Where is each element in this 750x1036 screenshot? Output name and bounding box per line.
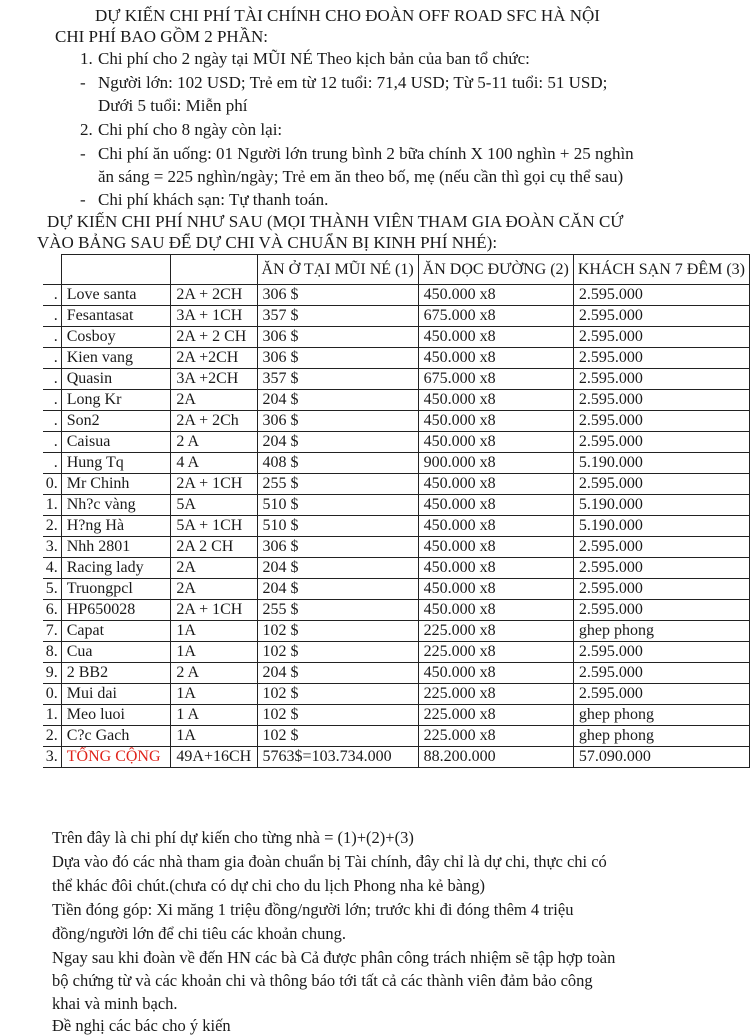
footer-line: Đề nghị các bác cho ý kiến: [52, 1016, 231, 1035]
member-name: H?ng Hà: [61, 516, 171, 537]
road-cost: 450.000 x8: [418, 474, 573, 495]
row-index: 8.: [43, 642, 61, 663]
table-row: [43, 411, 750, 432]
member-people: 2A: [171, 579, 257, 600]
member-people: 2A: [171, 390, 257, 411]
road-cost: 450.000 x8: [418, 663, 573, 684]
stay-cost: 204 $: [257, 558, 418, 579]
footer-line: đồng/người lớn để chi tiêu các khoản chung.: [52, 924, 346, 943]
row-index: 3.: [43, 537, 61, 558]
member-name: HP650028: [61, 600, 171, 621]
member-people: 2A + 1CH: [171, 600, 257, 621]
header-cell: [61, 255, 171, 285]
hotel-cost: 2.595.000: [573, 432, 749, 453]
header-cell: [43, 255, 61, 285]
document-title: DỰ KIẾN CHI PHÍ TÀI CHÍNH CHO ĐOÀN OFF ROAD SFC HÀ NỘI: [95, 6, 600, 25]
section-2-bullet-1-line-2: ăn sáng = 225 nghìn/ngày; Trẻ em ăn theo bố, mẹ (nếu cần thì gọi cụ thể sau): [98, 167, 624, 186]
table-total-row: [43, 747, 750, 768]
road-cost: 225.000 x8: [418, 726, 573, 747]
table-row: [43, 726, 750, 747]
row-index: 7.: [43, 621, 61, 642]
stay-cost: 357 $: [257, 306, 418, 327]
section-2-number: 2.: [80, 120, 93, 139]
table-header-row: [43, 255, 750, 285]
bullet-dash: -: [80, 144, 86, 163]
stay-cost: 306 $: [257, 285, 418, 306]
stay-cost: 357 $: [257, 369, 418, 390]
section-1-number: 1.: [80, 49, 93, 68]
stay-cost: 306 $: [257, 537, 418, 558]
road-cost: 450.000 x8: [418, 327, 573, 348]
road-cost: 450.000 x8: [418, 411, 573, 432]
member-people: 2A + 2 CH: [171, 327, 257, 348]
stay-cost: 408 $: [257, 453, 418, 474]
total-stay-cost: 5763$=103.734.000: [257, 747, 418, 768]
member-people: 1A: [171, 726, 257, 747]
stay-cost: 204 $: [257, 579, 418, 600]
stay-cost: 255 $: [257, 474, 418, 495]
road-cost: 450.000 x8: [418, 495, 573, 516]
row-index: 0.: [43, 684, 61, 705]
member-name: Cosboy: [61, 327, 171, 348]
member-name: Caisua: [61, 432, 171, 453]
member-people: 2A +2CH: [171, 348, 257, 369]
hotel-cost: 2.595.000: [573, 537, 749, 558]
hotel-cost: ghep phong: [573, 726, 749, 747]
footer-line: khai và minh bạch.: [52, 994, 178, 1013]
header-cell-road-meals: ĂN DỌC ĐƯỜNG (2): [418, 255, 573, 285]
road-cost: 900.000 x8: [418, 453, 573, 474]
stay-cost: 102 $: [257, 621, 418, 642]
hotel-cost: 2.595.000: [573, 663, 749, 684]
member-people: 2A + 2CH: [171, 285, 257, 306]
document-subtitle: CHI PHÍ BAO GỒM 2 PHẦN:: [55, 27, 268, 46]
footer-line: thể khác đôi chút.(chưa có dự chi cho du lịch Phong nha kẻ bàng): [52, 876, 486, 895]
road-cost: 450.000 x8: [418, 285, 573, 306]
member-people: 1A: [171, 621, 257, 642]
hotel-cost: 2.595.000: [573, 474, 749, 495]
stay-cost: 102 $: [257, 684, 418, 705]
member-people: 5A: [171, 495, 257, 516]
table-row: [43, 285, 750, 306]
member-name: Son2: [61, 411, 171, 432]
hotel-cost: 2.595.000: [573, 390, 749, 411]
row-index: 6.: [43, 600, 61, 621]
hotel-cost: 2.595.000: [573, 411, 749, 432]
row-index: .: [43, 390, 61, 411]
member-people: 1A: [171, 684, 257, 705]
road-cost: 450.000 x8: [418, 348, 573, 369]
road-cost: 225.000 x8: [418, 621, 573, 642]
row-index: 3.: [43, 747, 61, 768]
header-cell-hotel: KHÁCH SẠN 7 ĐÊM (3): [573, 255, 749, 285]
member-people: 2 A: [171, 663, 257, 684]
hotel-cost: 5.190.000: [573, 516, 749, 537]
member-name: 2 BB2: [61, 663, 171, 684]
member-name: Capat: [61, 621, 171, 642]
row-index: 2.: [43, 516, 61, 537]
row-index: 4.: [43, 558, 61, 579]
member-people: 5A + 1CH: [171, 516, 257, 537]
total-label: TỔNG CỘNG: [61, 747, 171, 768]
member-name: Mui dai: [61, 684, 171, 705]
hotel-cost: 5.190.000: [573, 453, 749, 474]
member-people: 2A + 1CH: [171, 474, 257, 495]
hotel-cost: ghep phong: [573, 705, 749, 726]
table-row: [43, 495, 750, 516]
stay-cost: 204 $: [257, 432, 418, 453]
road-cost: 450.000 x8: [418, 537, 573, 558]
member-people: 2A: [171, 558, 257, 579]
table-row: [43, 327, 750, 348]
table-row: [43, 537, 750, 558]
hotel-cost: 2.595.000: [573, 579, 749, 600]
member-people: 3A +2CH: [171, 369, 257, 390]
table-row: [43, 663, 750, 684]
row-index: .: [43, 369, 61, 390]
table-row: [43, 306, 750, 327]
row-index: 0.: [43, 474, 61, 495]
hotel-cost: 2.595.000: [573, 642, 749, 663]
table-row: [43, 390, 750, 411]
section-1-bullet-line-2: Dưới 5 tuổi: Miễn phí: [98, 96, 248, 115]
member-people: 1A: [171, 642, 257, 663]
bullet-dash: -: [80, 73, 86, 92]
total-people: 49A+16CH: [171, 747, 257, 768]
table-row: [43, 369, 750, 390]
stay-cost: 255 $: [257, 600, 418, 621]
row-index: .: [43, 453, 61, 474]
estimate-heading-line-1: DỰ KIẾN CHI PHÍ NHƯ SAU (MỌI THÀNH VIÊN THAM GIA ĐOÀN CĂN CỨ: [47, 212, 624, 231]
hotel-cost: 2.595.000: [573, 285, 749, 306]
road-cost: 450.000 x8: [418, 579, 573, 600]
row-index: .: [43, 327, 61, 348]
member-name: Quasin: [61, 369, 171, 390]
member-name: Mr Chinh: [61, 474, 171, 495]
header-cell: [171, 255, 257, 285]
row-index: .: [43, 432, 61, 453]
total-hotel-cost: 57.090.000: [573, 747, 749, 768]
member-people: 1 A: [171, 705, 257, 726]
road-cost: 675.000 x8: [418, 369, 573, 390]
footer-line: Dựa vào đó các nhà tham gia đoàn chuẩn bị Tài chính, đây chỉ là dự chi, thực chi có: [52, 852, 607, 871]
member-people: 2A 2 CH: [171, 537, 257, 558]
stay-cost: 306 $: [257, 327, 418, 348]
road-cost: 225.000 x8: [418, 642, 573, 663]
road-cost: 450.000 x8: [418, 390, 573, 411]
table-row: [43, 453, 750, 474]
row-index: .: [43, 411, 61, 432]
table-row: [43, 642, 750, 663]
member-people: 3A + 1CH: [171, 306, 257, 327]
footer-line: Ngay sau khi đoàn về đến HN các bà Cả được phân công trách nhiệm sẽ tập hợp toàn: [52, 948, 616, 967]
road-cost: 450.000 x8: [418, 558, 573, 579]
stay-cost: 306 $: [257, 411, 418, 432]
stay-cost: 306 $: [257, 348, 418, 369]
cost-table: [43, 254, 750, 768]
stay-cost: 204 $: [257, 390, 418, 411]
stay-cost: 102 $: [257, 726, 418, 747]
stay-cost: 102 $: [257, 705, 418, 726]
member-name: Truongpcl: [61, 579, 171, 600]
footer-line: Tiền đóng góp: Xi măng 1 triệu đồng/người lớn; trước khi đi đóng thêm 4 triệu: [52, 900, 574, 919]
member-people: 2A + 2Ch: [171, 411, 257, 432]
estimate-heading-line-2: VÀO BẢNG SAU ĐỂ DỰ CHI VÀ CHUẨN BỊ KINH PHÍ NHÉ):: [37, 233, 498, 252]
table-row: [43, 600, 750, 621]
table-row: [43, 684, 750, 705]
section-2-bullet-2: Chi phí khách sạn: Tự thanh toán.: [98, 190, 329, 209]
row-index: 2.: [43, 726, 61, 747]
row-index: 5.: [43, 579, 61, 600]
member-name: Nh?c vàng: [61, 495, 171, 516]
road-cost: 450.000 x8: [418, 516, 573, 537]
member-name: Fesantasat: [61, 306, 171, 327]
table-row: [43, 705, 750, 726]
member-name: Long Kr: [61, 390, 171, 411]
stay-cost: 204 $: [257, 663, 418, 684]
hotel-cost: 2.595.000: [573, 684, 749, 705]
bullet-dash: -: [80, 190, 86, 209]
section-2-bullet-1-line-1: Chi phí ăn uống: 01 Người lớn trung bình 2 bữa chính X 100 nghìn + 25 nghìn: [98, 144, 634, 163]
road-cost: 225.000 x8: [418, 684, 573, 705]
member-name: Hung Tq: [61, 453, 171, 474]
member-name: Nhh 2801: [61, 537, 171, 558]
footer-line: bộ chứng từ và các khoản chi và thông báo tới tất cả các thành viên đảm bảo công: [52, 971, 593, 990]
member-name: Cua: [61, 642, 171, 663]
hotel-cost: 5.190.000: [573, 495, 749, 516]
row-index: .: [43, 306, 61, 327]
section-1-bullet-line-1: Người lớn: 102 USD; Trẻ em từ 12 tuổi: 71,4 USD; Từ 5-11 tuổi: 51 USD;: [98, 73, 608, 92]
stay-cost: 510 $: [257, 495, 418, 516]
member-name: Kien vang: [61, 348, 171, 369]
member-name: Love santa: [61, 285, 171, 306]
table-row: [43, 348, 750, 369]
road-cost: 675.000 x8: [418, 306, 573, 327]
row-index: 9.: [43, 663, 61, 684]
hotel-cost: 2.595.000: [573, 600, 749, 621]
road-cost: 225.000 x8: [418, 705, 573, 726]
member-people: 4 A: [171, 453, 257, 474]
table-row: [43, 579, 750, 600]
table-row: [43, 516, 750, 537]
member-name: Meo luoi: [61, 705, 171, 726]
table-row: [43, 621, 750, 642]
member-name: C?c Gach: [61, 726, 171, 747]
footer-line: Trên đây là chi phí dự kiến cho từng nhà = (1)+(2)+(3): [52, 828, 414, 847]
stay-cost: 102 $: [257, 642, 418, 663]
section-1-text: Chi phí cho 2 ngày tại MŨI NÉ Theo kịch bản của ban tổ chức:: [98, 49, 530, 68]
hotel-cost: 2.595.000: [573, 306, 749, 327]
hotel-cost: 2.595.000: [573, 369, 749, 390]
hotel-cost: ghep phong: [573, 621, 749, 642]
section-2-text: Chi phí cho 8 ngày còn lại:: [98, 120, 283, 139]
hotel-cost: 2.595.000: [573, 558, 749, 579]
table-row: [43, 558, 750, 579]
row-index: .: [43, 348, 61, 369]
road-cost: 450.000 x8: [418, 600, 573, 621]
row-index: 1.: [43, 495, 61, 516]
member-people: 2 A: [171, 432, 257, 453]
table-row: [43, 432, 750, 453]
member-name: Racing lady: [61, 558, 171, 579]
hotel-cost: 2.595.000: [573, 327, 749, 348]
row-index: .: [43, 285, 61, 306]
header-cell-stay-mui-ne: ĂN Ở TẠI MŨI NÉ (1): [257, 255, 418, 285]
road-cost: 450.000 x8: [418, 432, 573, 453]
stay-cost: 510 $: [257, 516, 418, 537]
row-index: 1.: [43, 705, 61, 726]
hotel-cost: 2.595.000: [573, 348, 749, 369]
total-road-cost: 88.200.000: [418, 747, 573, 768]
table-row: [43, 474, 750, 495]
